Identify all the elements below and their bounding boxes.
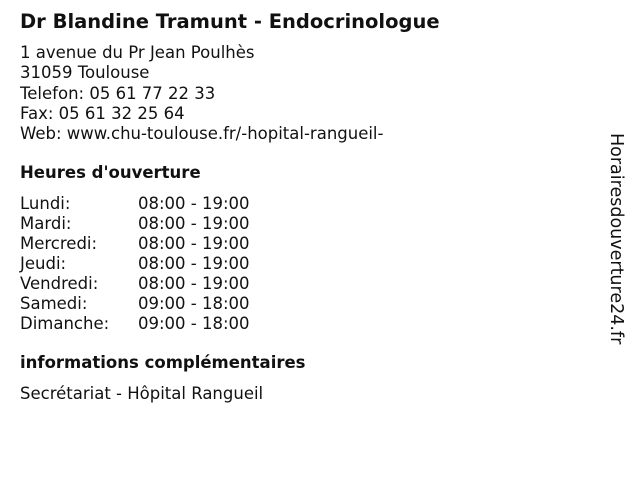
hours-row-monday: [20, 194, 280, 214]
time-range: 08:00 - 19:00: [138, 254, 250, 273]
day-label: Mardi:: [20, 214, 72, 233]
opening-hours-heading: Heures d'ouverture: [20, 163, 201, 182]
time-range: 08:00 - 19:00: [138, 234, 250, 253]
street-address: 1 avenue du Pr Jean Poulhès: [20, 43, 255, 62]
hours-row-friday: [20, 274, 280, 294]
address-block: [20, 43, 383, 144]
hours-row-wednesday: [20, 234, 280, 254]
phone-number: Telefon: 05 61 77 22 33: [20, 83, 216, 103]
watermark: [604, 133, 640, 373]
watermark-text: Horairesdouverture24.fr: [606, 133, 626, 345]
hours-row-thursday: [20, 254, 280, 274]
additional-info-heading: informations complémentaires: [20, 353, 306, 372]
time-range: 08:00 - 19:00: [138, 194, 250, 213]
additional-info-text: Secrétariat - Hôpital Rangueil: [20, 384, 264, 403]
time-range: 09:00 - 18:00: [138, 294, 250, 313]
time-range: 09:00 - 18:00: [138, 314, 250, 333]
hours-row-sunday: [20, 314, 280, 334]
opening-hours-table: [20, 194, 280, 334]
day-label: Lundi:: [20, 194, 71, 213]
hours-row-tuesday: [20, 214, 280, 234]
city: 31059 Toulouse: [20, 63, 150, 83]
fax-number: Fax: 05 61 32 25 64: [20, 103, 185, 123]
time-range: 08:00 - 19:00: [138, 214, 250, 233]
time-range: 08:00 - 19:00: [138, 274, 250, 293]
website: Web: www.chu-toulouse.fr/-hopital-rangueil-: [20, 124, 384, 144]
day-label: Vendredi:: [20, 274, 99, 293]
day-label: Samedi:: [20, 294, 88, 313]
page-title: Dr Blandine Tramunt - Endocrinologue: [20, 10, 440, 33]
day-label: Mercredi:: [20, 234, 98, 253]
hours-row-saturday: [20, 294, 280, 314]
day-label: Dimanche:: [20, 314, 110, 333]
day-label: Jeudi:: [20, 254, 67, 273]
